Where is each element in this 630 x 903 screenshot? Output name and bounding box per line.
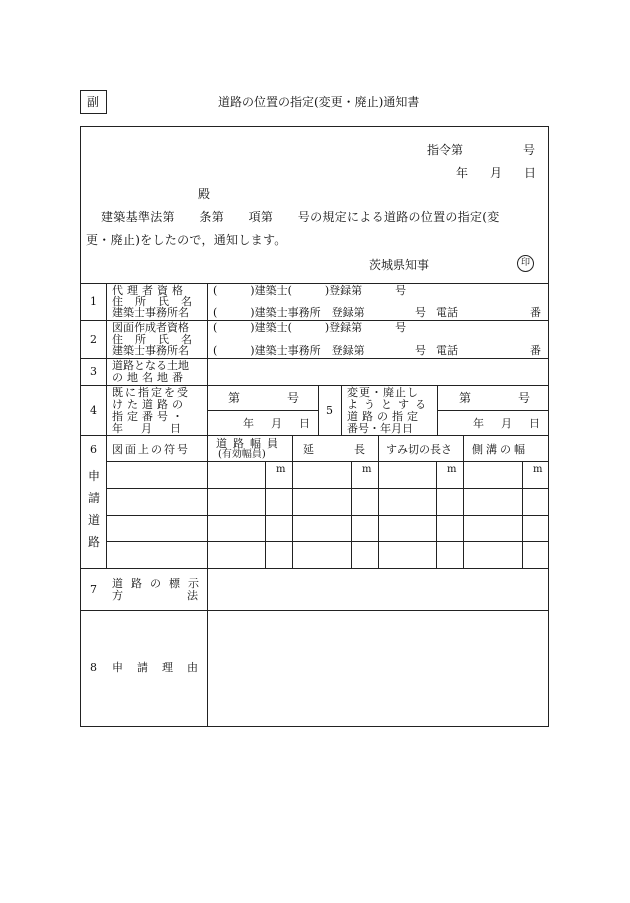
seal-mark [517,255,534,272]
row6-unit-div-4 [522,461,523,568]
row6-line-c [106,541,549,542]
row4-label-line3: 指定番号・ [112,410,187,423]
row5-mid-line [437,410,549,411]
row3-label-line2: の地名地番 [112,371,187,384]
row4-number: 4 [90,404,97,417]
number-column-divider [106,283,107,435]
row5-label-line1: 変更・廃止し [347,386,419,399]
order-number-suffix: 号 [523,143,536,157]
seal-char: 印 [520,258,530,268]
row7-top-line [80,568,549,569]
row6-col-gutter [463,435,464,568]
row4-no-prefix: 第 [228,391,241,405]
row6-side-4: 路 [88,535,101,549]
notice-date-day: 日 [524,166,537,180]
row5-number-divider [341,385,342,435]
row6-top-line [80,435,549,436]
form-title: 道路の位置の指定(変更・廃止)通知書 [218,95,420,109]
row6-side-2: 請 [88,491,101,505]
row1-office-value: ( )建築士事務所 登録第 [213,306,365,319]
col-symbol-header: 図面上の符号 [112,443,190,456]
row6-side-1: 申 [88,469,101,483]
notice-body-line2: 更・廃止)をしたので，通知します。 [86,233,287,247]
row3-label-line1: 道路となる土地 [112,359,189,372]
row4-no-suffix: 号 [287,391,300,405]
row2-office-value: ( )建築士事務所 登録第 [213,344,365,357]
col-width-header-line2: (有効幅員) [218,449,266,460]
col-gutter-header: 側溝の幅 [472,443,528,456]
row1-tel-suffix: 番 [530,306,541,319]
row4-ymd: 年 月 日 [243,417,313,430]
row6-line-b [106,515,549,516]
row5-no-suffix: 号 [518,391,531,405]
row8-top-line [80,610,549,611]
row2-tel-suffix: 番 [530,344,541,357]
row6-unit-div-3 [436,461,437,568]
row2-number: 2 [90,333,97,346]
row6-col-corner [378,435,379,568]
row2-qualification-value: ( )建築士( )登録第 号 [213,321,407,334]
row6-col-length [292,435,293,568]
row4-label-line2: けた道路の [112,398,187,411]
row6-unit-div-1 [265,461,266,568]
row7-number: 7 [90,583,97,596]
unit-gutter: m [533,464,543,475]
col-width-header-line1: 道路幅員 [216,437,284,450]
row6-line-a [106,488,549,489]
row4-label-line4: 年月日 [112,422,199,435]
notice-body-line1: 建築基準法第 条第 項第 号の規定による道路の位置の指定(変 [101,210,500,224]
row4-value-divider [318,385,319,435]
row1-label-line1: 代理者資格 [112,284,187,297]
row5-label-line3: 道路の指定 [347,410,422,423]
row5-number: 5 [326,404,333,417]
row4-mid-line [207,410,318,411]
row6-unit-div-2 [351,461,352,568]
row8-number: 8 [90,661,97,674]
row6-number-divider [106,435,107,568]
row1-qualification-value: ( )建築士( )登録第 号 [213,284,407,297]
row5-label-line4: 番号・年月日 [347,422,413,435]
row4-label-line1: 既に指定を受 [112,386,190,399]
row2-label-qualification: 図面作成者資格 [112,321,189,334]
row3-number: 3 [90,365,97,378]
notice-date-year: 年 [456,166,469,180]
row6-number: 6 [90,443,97,456]
col-length-header: 延 長 [303,443,371,456]
notice-date-month: 月 [490,166,503,180]
row7-label-line2: 方法 [112,589,262,602]
row8-label: 申請理由 [112,661,212,674]
row1-office-no-suffix: 号 [415,306,426,319]
row5-label-line2: ようとする [347,398,432,411]
row5-ymd: 年 月 日 [473,417,543,430]
row1-tel-label: 電話 [436,306,458,319]
row6-side-3: 道 [88,513,101,527]
unit-width: m [276,464,286,475]
addressee-suffix: 殿 [198,187,211,201]
row2-office-no-suffix: 号 [415,344,426,357]
row1-number: 1 [90,295,97,308]
unit-corner: m [447,464,457,475]
row6-header-bottom [106,461,549,462]
copy-mark: 副 [87,95,100,109]
row1-label-address: 住所氏名 [112,295,204,308]
row2-tel-label: 電話 [436,344,458,357]
issuer-name: 茨城県知事 [369,258,430,272]
col-corner-header: すみ切の長さ [386,443,452,456]
row2-label-office: 建築士事務所名 [112,344,189,357]
row5-no-prefix: 第 [459,391,472,405]
row7-label-line1: 道路の標示 [112,577,207,590]
unit-length: m [362,464,372,475]
row2-label-address: 住所氏名 [112,333,204,346]
row1-label-office: 建築士事務所名 [112,306,189,319]
order-number-label: 指令第 [427,143,464,157]
